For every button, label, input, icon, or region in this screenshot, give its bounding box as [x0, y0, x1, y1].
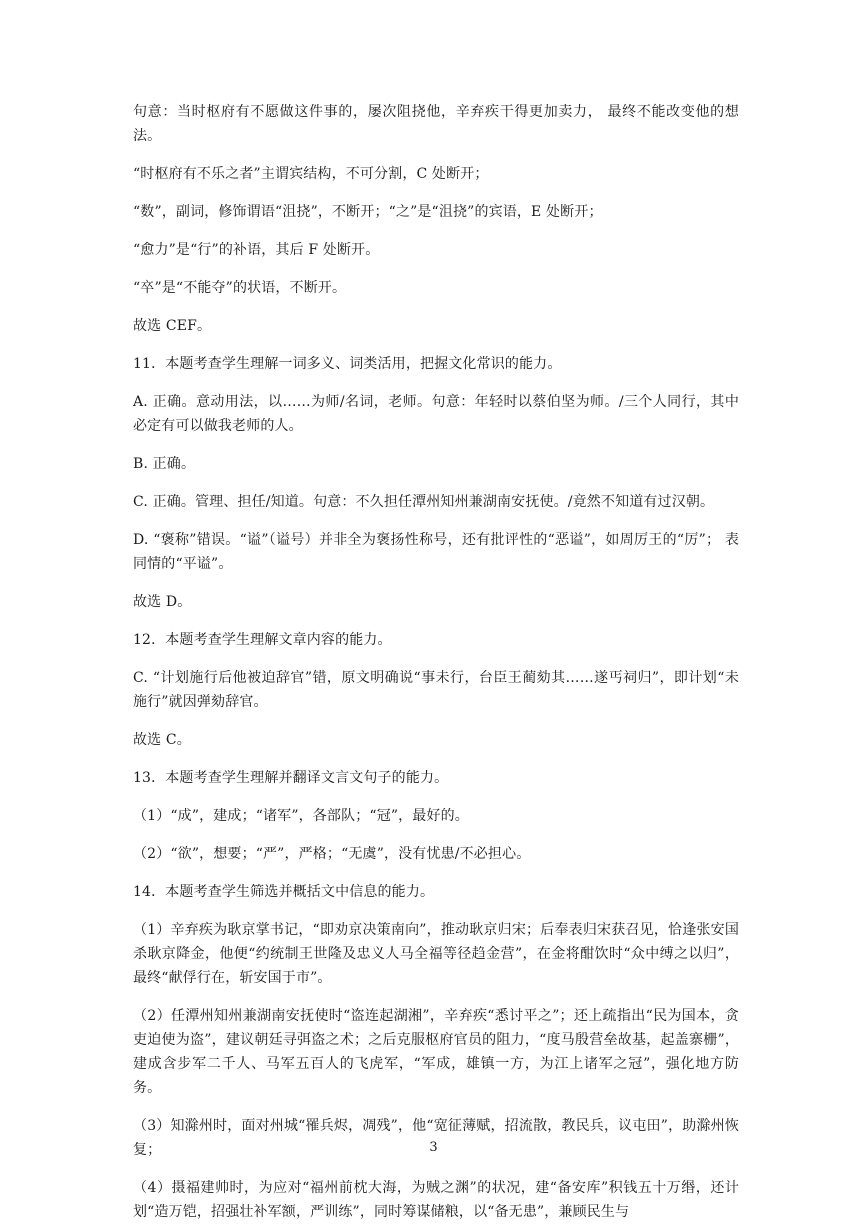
translation-point: （2）“欲”，想要；“严”，严格；“无虞”，没有忧患/不必担心。	[133, 846, 531, 862]
answer-choice: 故选 CEF。	[133, 318, 212, 334]
option-explanation: A. 正确。意动用法，以……为师/名词，老师。句意：年轻时以蔡伯坚为师。/三个人同行，其中必定有可以做我老师的人。	[133, 394, 739, 434]
option-explanation: C. 正确。管理、担任/知道。句意：不久担任潭州知州兼湖南安抚使。/竟然不知道有过汉朝。	[133, 494, 715, 510]
answer-choice: 故选 C。	[133, 732, 191, 748]
summary-point: （2）任潭州知州兼湖南安抚使时“盗连起湖湘”，辛弃疾“悉讨平之”；还上疏指出“民为国本，贪吏迫使为盗”，建议朝廷寻弭盗之术；之后克服枢府官员的阻力，“度马殷营垒故基，起盖寨栅”，建成含步军二千人、马军五百人的飞虎军，“军成，雄镇一方，为江上诸军之冠”，强化地方防务。	[133, 1008, 739, 1096]
summary-point: （3）知滁州时，面对州城“罹兵烬，凋残”，他“宽征薄赋，招流散，教民兵，议屯田”，助滁州恢复；	[133, 1118, 739, 1158]
answer-paragraph: “数”，副词，修饰谓语“沮挠”，不断开；“之”是“沮挠”的宾语，E 处断开；	[133, 204, 603, 220]
answer-paragraph: “卒”是“不能夺”的状语，不断开。	[133, 280, 347, 296]
question-heading: 14．本题考查学生筛选并概括文中信息的能力。	[133, 884, 435, 900]
question-heading: 11．本题考查学生理解一词多义、词类活用，把握文化常识的能力。	[133, 356, 562, 372]
summary-point: （4）摄福建帅时，为应对“福州前枕大海，为贼之渊”的状况，建“备安库”积钱五十万缗，还计划“造万铠，招强壮补军额，严训练”，同时筹谋储粮，以“备无患”，兼顾民生与	[133, 1180, 739, 1220]
document-body	[133, 100, 739, 1224]
summary-point: （1）辛弃疾为耿京掌书记，“即劝京决策南向”，推动耿京归宋；后奉表归宋获召见，恰逢张安国杀耿京降金，他便“约统制王世隆及忠义人马全福等径趋金营”，在金将酣饮时“众中缚之以归”，最终“献俘行在，斩安国于市”。	[133, 922, 739, 986]
option-explanation: D. “褒称”错误。“谥”（谥号）并非全为褒扬性称号，还有批评性的“恶谥”，如周厉王的“厉”； 表同情的“平谥”。	[133, 532, 739, 572]
option-explanation: B. 正确。	[133, 456, 196, 472]
page-number: 3	[429, 1140, 438, 1155]
option-explanation: C. “计划施行后他被迫辞官”错，原文明确说“事未行，台臣王蔺劾其……遂丐祠归”，即计划“未施行”就因弹劾辞官。	[133, 670, 739, 710]
translation-point: （1）“成”，建成；“诸军”，各部队；“冠”，最好的。	[133, 808, 469, 824]
answer-paragraph: “愈力”是“行”的补语，其后 F 处断开。	[133, 242, 380, 258]
question-heading: 12．本题考查学生理解文章内容的能力。	[133, 632, 392, 648]
answer-paragraph: 句意：当时枢府有不愿做这件事的，屡次阻挠他，辛弃疾干得更加卖力， 最终不能改变他的想法。	[133, 104, 739, 144]
answer-paragraph: “时枢府有不乐之者”主谓宾结构，不可分割，C 处断开；	[133, 166, 489, 182]
answer-choice: 故选 D。	[133, 594, 192, 610]
question-heading: 13．本题考查学生理解并翻译文言文句子的能力。	[133, 770, 449, 786]
